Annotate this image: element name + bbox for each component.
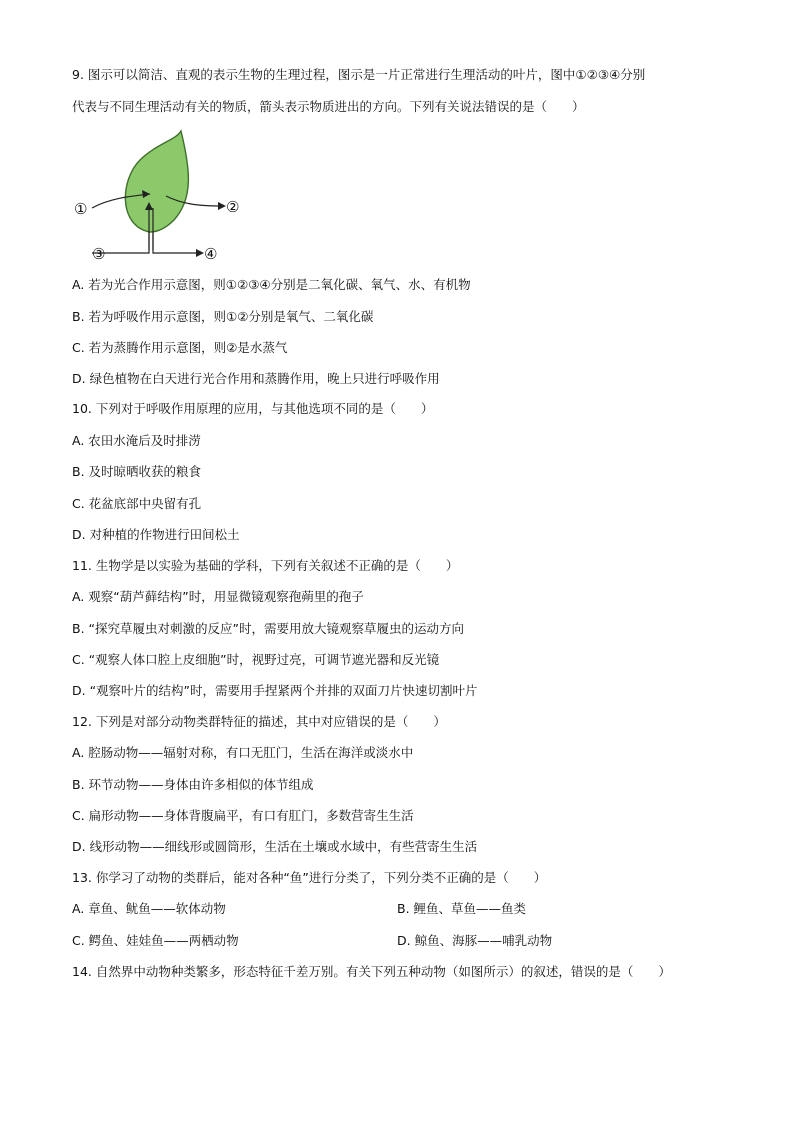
- q13-option-d: D. 鲸鱼、海豚——哺乳动物: [397, 933, 553, 948]
- q11-option-a: A. 观察“葫芦藓结构”时，用显微镜观察孢蒴里的孢子: [72, 589, 364, 604]
- q13-option-b: B. 鲤鱼、草鱼——鱼类: [397, 901, 527, 916]
- q9-option-b: B. 若为呼吸作用示意图，则①②分别是氧气、二氧化碳: [72, 309, 374, 324]
- q12-option-d: D. 线形动物——细线形或圆筒形，生活在土壤或水域中，有些营寄生生活: [72, 839, 478, 854]
- q11-option-c: C. “观察人体口腔上皮细胞”时，视野过亮，可调节遮光器和反光镜: [72, 652, 440, 667]
- q13-option-c: C. 鳄鱼、娃娃鱼——两栖动物: [72, 933, 239, 948]
- q12-option-c: C. 扁形动物——身体背腹扁平，有口有肛门，多数营寄生生活: [72, 808, 414, 823]
- leaf-diagram: [70, 128, 250, 268]
- q13-stem: 13. 你学习了动物的类群后，能对各种“鱼”进行分类了，下列分类不正确的是（ ）: [72, 870, 547, 885]
- q14-stem: 14. 自然界中动物种类繁多，形态特征千差万别。有关下列五种动物（如图所示）的叙述，错误的是（ ）: [72, 964, 671, 979]
- q10-option-d: D. 对种植的作物进行田间松土: [72, 527, 240, 542]
- label-1: ①: [74, 200, 88, 218]
- q12-option-b: B. 环节动物——身体由许多相似的体节组成: [72, 777, 314, 792]
- q9-option-a: A. 若为光合作用示意图，则①②③④分别是二氧化碳、氧气、水、有机物: [72, 277, 471, 292]
- leaf-blade: [125, 131, 188, 232]
- q12-stem: 12. 下列是对部分动物类群特征的描述，其中对应错误的是（ ）: [72, 714, 446, 729]
- q11-stem: 11. 生物学是以实验为基础的学科，下列有关叙述不正确的是（ ）: [72, 558, 459, 573]
- label-4: ④: [204, 245, 218, 263]
- q9-stem-line2: 代表与不同生理活动有关的物质，箭头表示物质进出的方向。下列有关说法错误的是（ ）: [72, 99, 585, 114]
- q10-option-a: A. 农田水淹后及时排涝: [72, 433, 201, 448]
- q10-option-c: C. 花盆底部中央留有孔: [72, 496, 202, 511]
- q10-stem: 10. 下列对于呼吸作用原理的应用，与其他选项不同的是（ ）: [72, 401, 434, 416]
- label-2: ②: [226, 198, 240, 216]
- label-3: ③: [92, 245, 106, 263]
- q11-option-b: B. “探究草履虫对刺激的反应”时，需要用放大镜观察草履虫的运动方向: [72, 621, 464, 636]
- q13-option-a: A. 章鱼、鱿鱼——软体动物: [72, 901, 226, 916]
- q9-option-c: C. 若为蒸腾作用示意图，则②是水蒸气: [72, 340, 288, 355]
- q11-option-d: D. “观察叶片的结构”时，需要用手捏紧两个并排的双面刀片快速切割叶片: [72, 683, 478, 698]
- q10-option-b: B. 及时晾晒收获的粮食: [72, 464, 202, 479]
- q12-option-a: A. 腔肠动物——辐射对称，有口无肛门，生活在海洋或淡水中: [72, 745, 414, 760]
- q9-option-d: D. 绿色植物在白天进行光合作用和蒸腾作用，晚上只进行呼吸作用: [72, 371, 440, 386]
- q9-stem-line1: 9. 图示可以简洁、直观的表示生物的生理过程，图示是一片正常进行生理活动的叶片，图中①②③④分别: [72, 67, 646, 82]
